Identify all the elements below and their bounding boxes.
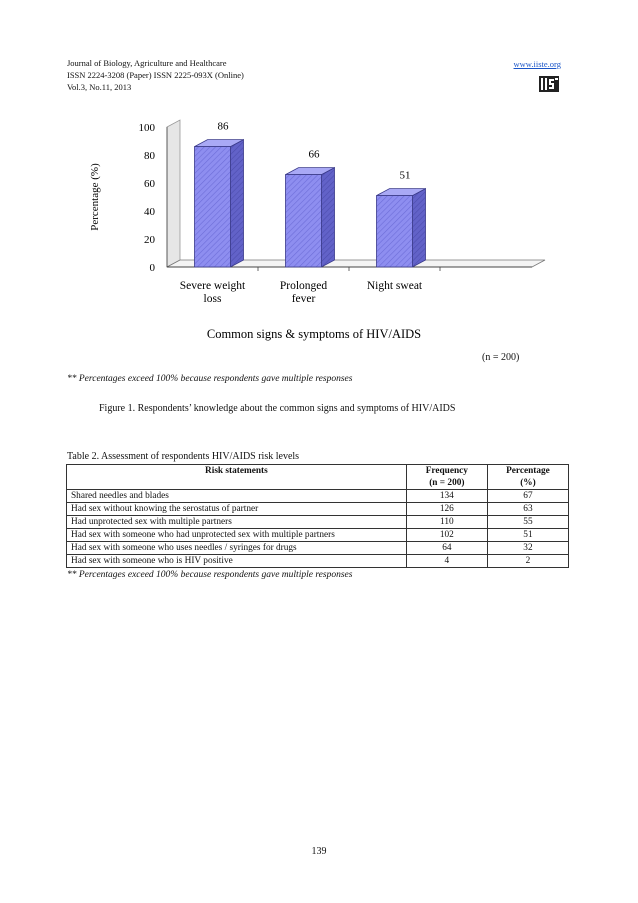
row-percentage: 51 (487, 529, 568, 542)
figure-caption: Figure 1. Respondents’ knowledge about the common signs and symptoms of HIV/AIDS (99, 403, 456, 414)
table-title: Table 2. Assessment of respondents HIV/AIDS risk levels (67, 451, 300, 462)
row-frequency: 110 (406, 516, 487, 529)
x-tick-label: Prolonged (279, 280, 328, 292)
x-tick-label: Night sweat (366, 280, 423, 292)
risk-levels-table (66, 464, 569, 568)
row-percentage: 2 (487, 555, 568, 568)
journal-title: Journal of Biology, Agriculture and Healthcare (67, 58, 227, 68)
page-number: 139 (311, 846, 327, 857)
bar (377, 196, 413, 267)
y-tick-label: 60 (144, 178, 155, 190)
chart-back-wall (167, 120, 180, 267)
table-row (67, 490, 569, 503)
table-row (67, 516, 569, 529)
row-percentage: 63 (487, 503, 568, 516)
journal-volume: Vol.3, No.11, 2013 (67, 82, 132, 92)
x-tick-label: Severe weight (179, 280, 246, 292)
x-axis-label: Common signs & symptoms of HIV/AIDS (206, 327, 422, 341)
y-tick-label: 80 (144, 150, 155, 162)
symptoms-bar-chart (0, 0, 638, 350)
journal-issn: ISSN 2224-3208 (Paper) ISSN 2225-093X (Online) (67, 70, 244, 80)
bar-data-label: 51 (399, 169, 411, 182)
row-frequency: 64 (406, 542, 487, 555)
row-statement: Had sex with someone who had unprotected sex with multiple partners (67, 529, 407, 542)
row-percentage: 67 (487, 490, 568, 503)
bar-side (231, 140, 244, 267)
table-row (67, 529, 569, 542)
figure-footnote: ** Percentages exceed 100% because respondents gave multiple responses (67, 374, 353, 384)
y-tick-label: 20 (144, 234, 155, 246)
row-statement: Had sex without knowing the serostatus of partner (67, 503, 407, 516)
bar-data-label: 66 (308, 148, 320, 161)
table-row (67, 542, 569, 555)
row-frequency: 134 (406, 490, 487, 503)
header-risk-statements: Risk statements (67, 465, 407, 490)
bar-side (413, 189, 426, 267)
x-tick-label: loss (203, 293, 222, 305)
row-frequency: 126 (406, 503, 487, 516)
y-tick-label: 100 (138, 122, 155, 134)
header-frequency: Frequency (n = 200) (406, 465, 487, 490)
y-axis-label: Percentage (%) (89, 163, 101, 231)
bar-data-label: 86 (217, 120, 229, 133)
bar (195, 147, 231, 267)
x-tick-label: fever (291, 293, 316, 305)
y-tick-label: 0 (149, 262, 155, 274)
header-percentage: Percentage (%) (487, 465, 568, 490)
row-statement: Had unprotected sex with multiple partners (67, 516, 407, 529)
table-footnote: ** Percentages exceed 100% because respondents gave multiple responses (67, 570, 353, 580)
row-percentage: 32 (487, 542, 568, 555)
row-frequency: 102 (406, 529, 487, 542)
row-statement: Shared needles and blades (67, 490, 407, 503)
journal-url-link[interactable]: www.iiste.org (513, 59, 561, 69)
bar (286, 175, 322, 267)
row-percentage: 55 (487, 516, 568, 529)
bar-side (322, 168, 335, 267)
y-tick-label: 40 (144, 206, 155, 218)
table-row (67, 555, 569, 568)
row-statement: Had sex with someone who is HIV positive (67, 555, 407, 568)
sample-size-note: (n = 200) (482, 352, 520, 363)
table-row (67, 503, 569, 516)
row-frequency: 4 (406, 555, 487, 568)
row-statement: Had sex with someone who uses needles / syringes for drugs (67, 542, 407, 555)
